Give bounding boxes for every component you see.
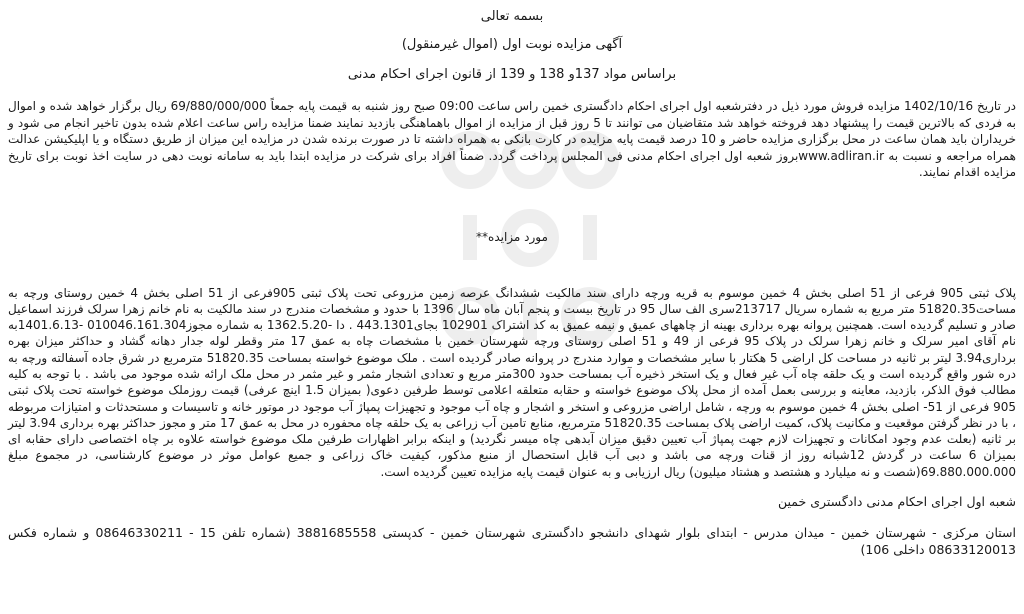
notice-document xyxy=(8,6,1016,558)
subject-heading: مورد مزایده** xyxy=(476,229,548,244)
notice-title: آگهی مزایده نوبت اول (اموال غیرمنقول) xyxy=(401,37,623,52)
signature-line: شعبه اول اجرای احکام مدنی دادگستری خمین xyxy=(778,494,1016,510)
address-block: استان مرکزی - شهرستان خمین - میدان مدرس - ابتدای بلوار شهدای دانشجو دادگستری شهرستان خمین - کدپستی 3881685558 (شماره تلفن 15 - 08646330211 و شماره فکس 08633120013 داخلی 106) xyxy=(8,525,1016,558)
invocation-line: بسمه تعالی xyxy=(480,9,544,24)
description-paragraph: پلاک ثبتی 905 فرعی از 51 اصلی بخش 4 خمین موسوم به قریه ورچه دارای سند مالکیت ششدانگ عرصه زمین مزروعی تحت پلاک ثبتی 905فرعی از 51 اصلی بخش 4 خمین روستای ورچه به مساحت51820.35 متر مربع به شماره سریال 213717سری الف سال 95 در تاریخ بیست و پنجم آبان ماه سال 1396 با حدود و مشخصات مندرج در سند مالکیت به نام خانم زهرا سرلک فرزند اسماعیل صادر و تسلیم گردیده است. همچنین پروانه بهره برداری بهینه از چاههای عمیق و نیمه عمیق به کد اشتراک 102901 بجای443.1301 . دا -1362.5.20 به شماره مجوز010046.161.304 -1401.6.13به نام آقای امیر سرلک و خانم زهرا سرلک در پلاک 95 فرعی از 49 و 51 اصلی روستای ورچه شهرستان خمین با مشخصات چاه به عمق 17 متر وقطر لوله جدار دهانه گشاد و حداکثر میزان بهره برداری3.94 لیتر بر ثانیه در مساحت کل اراضی 5 هکتار با سایر مشخصات و موارد مندرج در پروانه صادر گردیده است . ملک موضوع خواسته بمساحت 51820.35 مترمربع در شرق جاده آسفالته ورچه به دره شور واقع گردیده است و یک حلقه چاه آب غیر فعال و یک استخر ذخیره آب بمساحت حدود 300متر مربع و تعدادی اشجار مثمر و غیر مثمر در محل ملک ارائه شده موجود می باشد . با توجه به کلیه مطالب فوق الذکر، بازدید، معاینه و بررسی بعمل آمده از محل پلاک موضوع خواسته و حقابه متعلقه اعلامی توسط طرفین دعوی( بمیزان 1.5 اینچ عرفی) قیمت روزملک موضوع خواسته تحت پلاک ثبتی 905 فرعی از 51- اصلی بخش 4 خمین موسوم به ورچه ، شامل اراضی مزروعی و استخر و اشجار و چاه آب موجود و تجهیزات پمپاژ آب موجود در موتور خانه و تاسیسات و مستحدثات و امتیازات مربوطه ، با در نظر گرفتن موقعیت و مکانیت پلاک، کمیت اراضی پلاک بمساحت 51820.35 مترمربع، منابع تامین آب زراعی به یک حلقه چاه محفوره در محل به عمق 17 متر و مجوز حداکثر بهره برداری 3.94 لیتر بر ثانیه (بعلت عدم وجود امکانات و تجهیزات لازم جهت پمپاژ آب تعیین دقیق میزان آبدهی چاه میسر نگردید) و اینکه برابر اظهارات طرفین ملک موضوع خواسته علاوه بر چاه اختصاصی دارای حقابه ای بمیزان 6 ساعت در گردش 12شبانه روز از قنات ورچه می باشد و دبی آب قابل استحصال از منبع مذکور، کیفیت خاک زراعی و جمیع عوامل موثر در موضوع کارشناسی، در مجموع مبلغ 69.880.000.000(شصت و نه میلیارد و هشتصد و هشتاد میلیون) ریال ارزیابی و به عنوان قیمت پایه مزایده تعیین گردیده است. xyxy=(8,285,1017,479)
intro-paragraph: در تاریخ 1402/10/16 مزایده فروش مورد ذیل در دفترشعبه اول اجرای احکام دادگستری خمین راس ساعت 09:00 صبح روز شنبه به قیمت پایه جمعاً 69/880/000/000 ریال برگزار خواهد شده و اموال به فردی که بالاترین قیمت را پیشنهاد دهد فروخته خواهد شد متقاضیان می توانند تا 5 روز قبل از مزایده از اموال باهماهنگی بازدید نمایند ضمنا مزایده راس ساعت اعلام شده بدون تاخیر انجام می شود و خریداران باید همان ساعت در محل برگزاری مزایده حاضر و 10 درصد قیمت پایه مزایده در کارت بانکی به همراه داشته تا در صورت برنده شدن در مزایده این میزان از طریق دستگاه و یا اپلیکیشن عدالت همراه مراجعه و نسبت به www.adliran.irبروز شعبه اول اجرای احکام مدنی فی المجلس پرداخت گردد. ضمناً افراد برای شرکت در مزایده ابتدا باید به سامانه نوبت دهی در سایت اخذ نوبت برای تاریخ مزایده اقدام نمایند. xyxy=(8,99,1017,179)
legal-basis-line: براساس مواد 137و 138 و 139 از قانون اجرای احکام مدنی xyxy=(347,67,677,82)
